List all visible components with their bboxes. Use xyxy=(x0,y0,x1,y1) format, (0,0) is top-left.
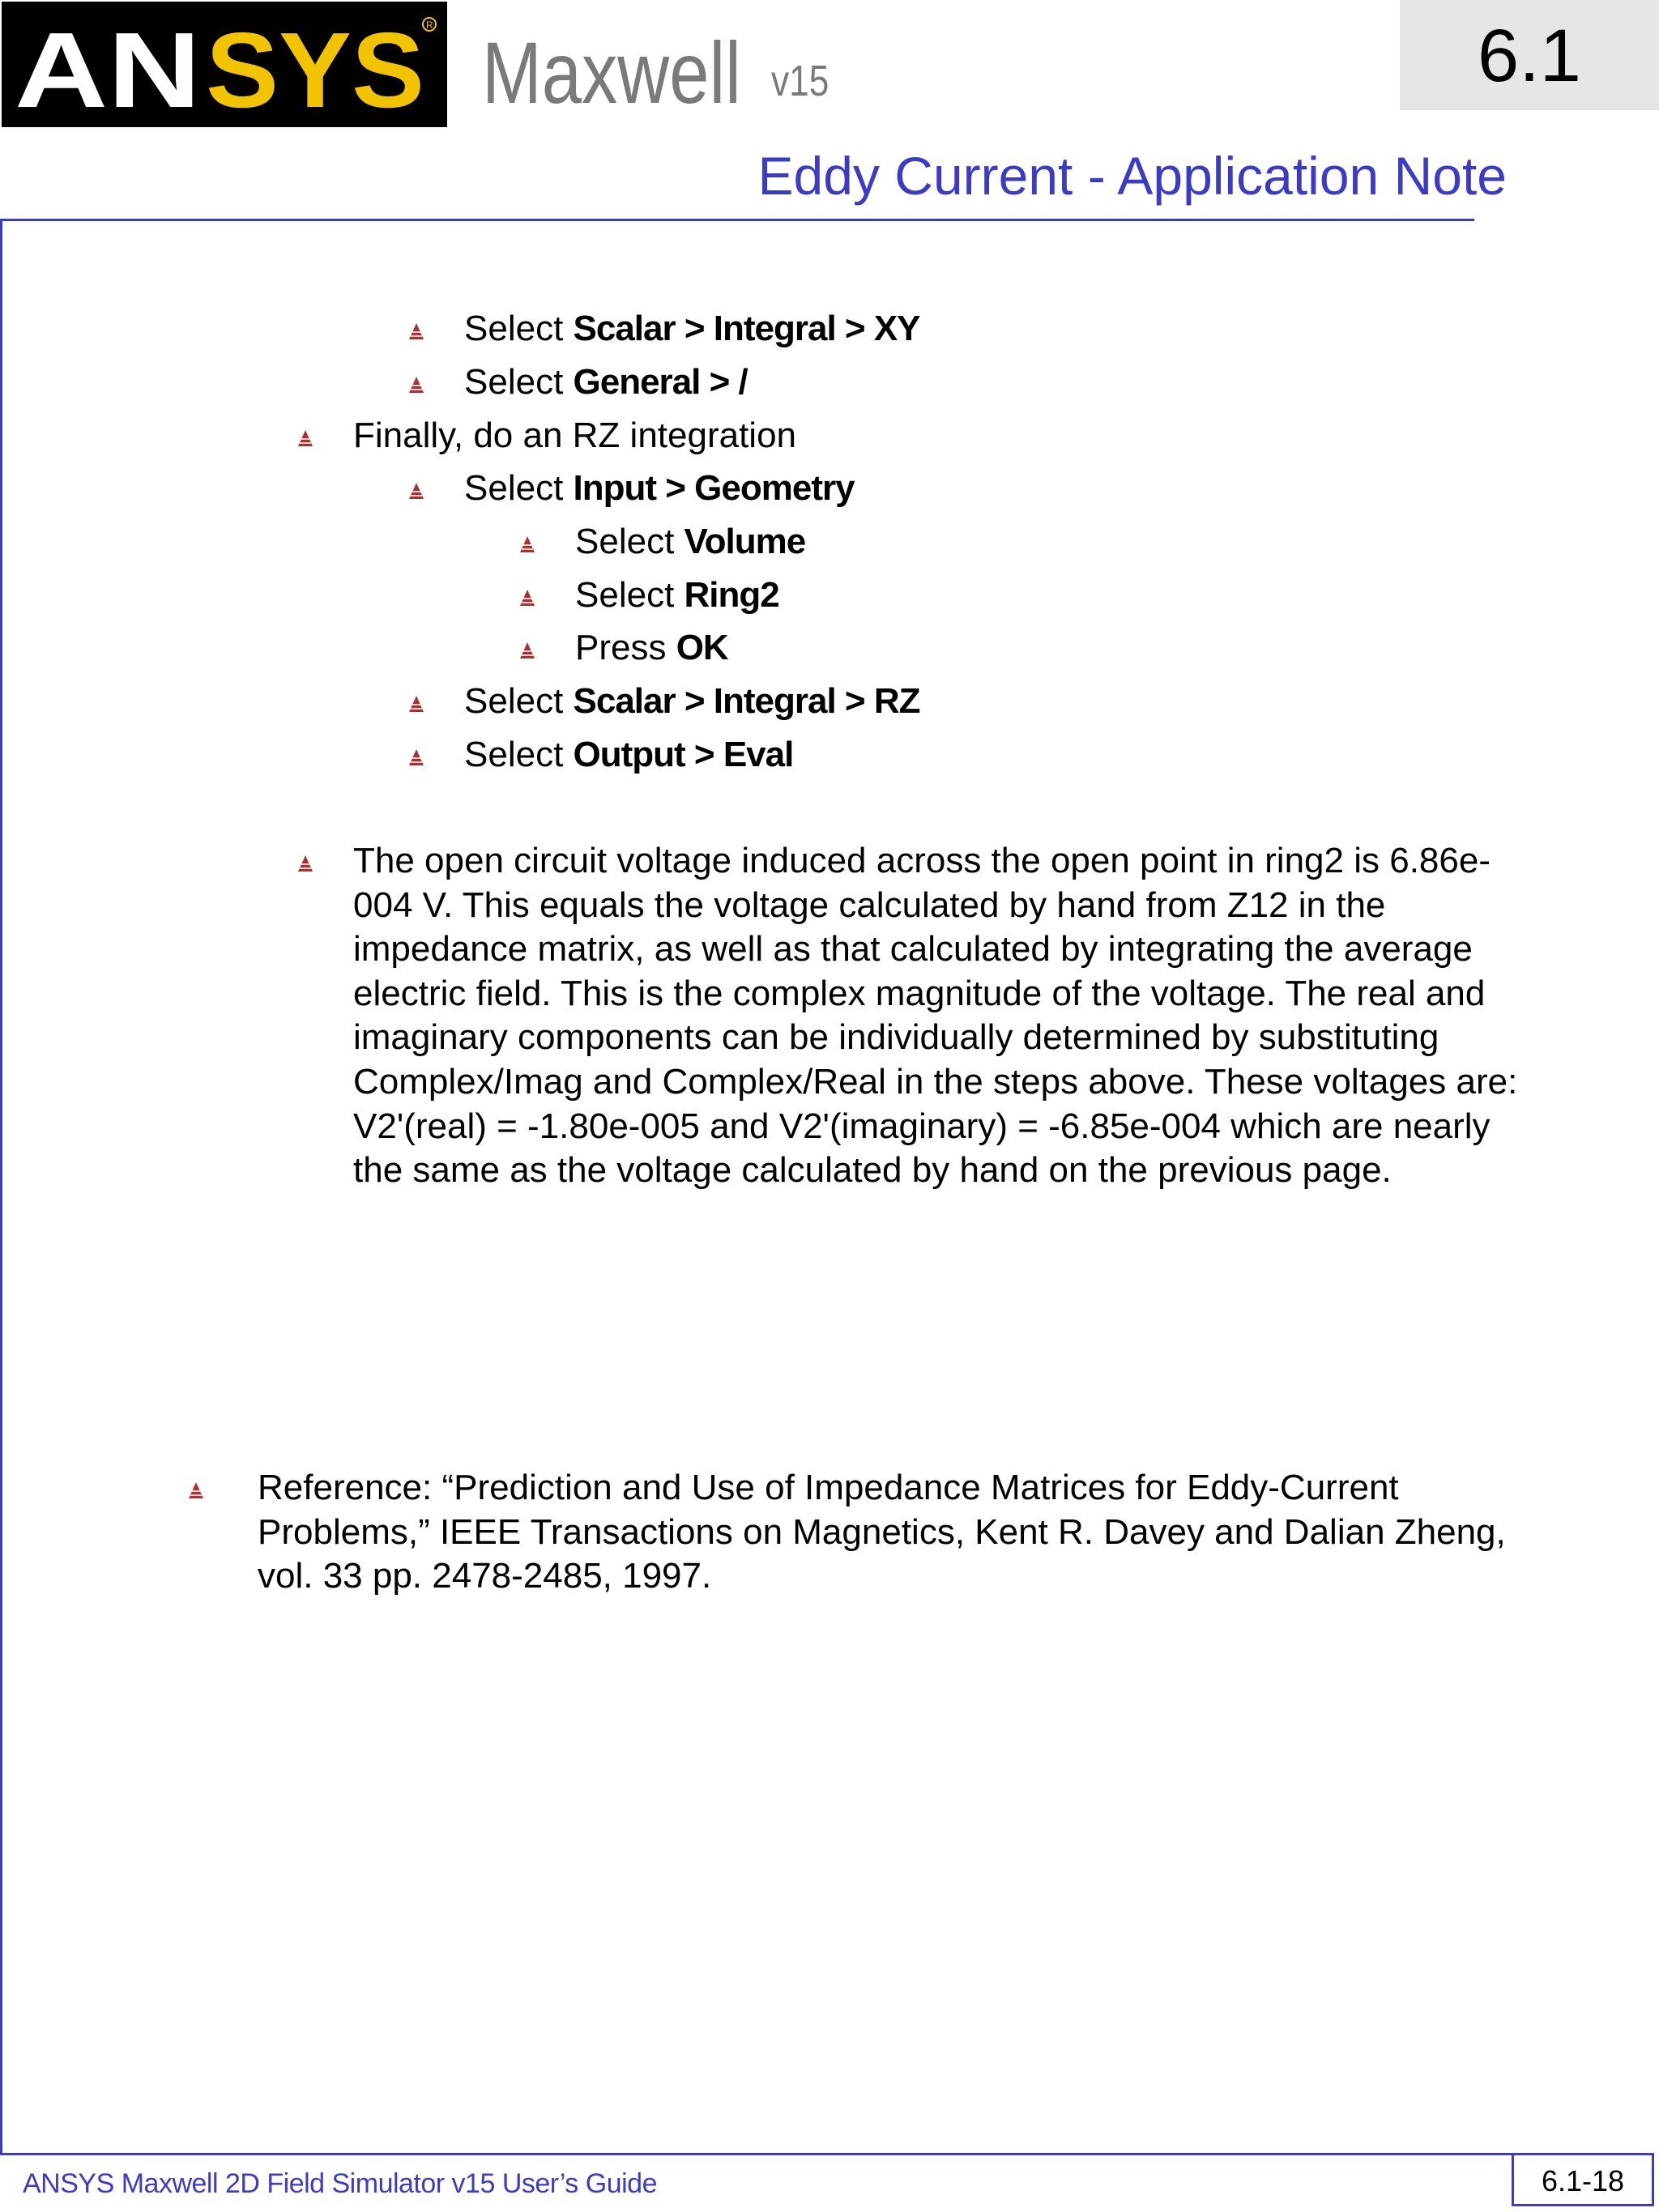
bullet-icon xyxy=(409,696,424,712)
step-text: Select xyxy=(575,522,684,561)
bullet-icon xyxy=(409,323,424,339)
footer-divider xyxy=(0,2153,1513,2155)
page-number-box xyxy=(1512,2153,1654,2206)
page-title: Eddy Current - Application Note xyxy=(757,146,1507,206)
result-paragraph xyxy=(353,839,1517,1193)
list-item xyxy=(464,360,748,405)
paragraph-line: imaginary components can be individually determined by substituting xyxy=(353,1017,1439,1058)
paragraph-line: V2'(real) = -1.80e-005 and V2'(imaginary) = -6.85e-004 which are nearly xyxy=(353,1106,1491,1146)
reference-paragraph xyxy=(258,1466,1506,1599)
menu-path: Ring2 xyxy=(684,575,779,615)
bullet-icon xyxy=(298,430,313,446)
menu-path: Volume xyxy=(684,522,806,561)
page-number: 6.1-18 xyxy=(1541,2164,1625,2197)
paragraph-line: electric field. This is the complex magnitude of the voltage. The real and xyxy=(353,973,1486,1013)
step-text: Select xyxy=(464,309,574,348)
menu-path: Scalar > Integral > XY xyxy=(573,309,920,348)
menu-path: Output > Eval xyxy=(573,735,794,774)
svg-text:R: R xyxy=(426,19,433,31)
bullet-icon xyxy=(409,377,424,393)
section-number: 6.1 xyxy=(1478,15,1581,97)
step-text: Select xyxy=(464,468,574,508)
footer-guide-title: ANSYS Maxwell 2D Field Simulator v15 User’s Guide xyxy=(23,2168,657,2199)
list-item xyxy=(575,573,779,618)
bullet-icon xyxy=(298,855,313,872)
list-item xyxy=(464,679,919,724)
paragraph-line: Reference: “Prediction and Use of Impedance Matrices for Eddy-Current xyxy=(258,1468,1399,1507)
step-text: Select xyxy=(464,735,574,774)
list-item xyxy=(464,732,793,778)
svg-text:SYS: SYS xyxy=(206,11,424,127)
bullet-icon xyxy=(520,536,535,552)
menu-path: Input > Geometry xyxy=(573,468,855,508)
step-text: Select xyxy=(464,681,574,721)
step-text: Finally, do an RZ integration xyxy=(353,416,797,455)
paragraph-line: 004 V. This equals the voltage calculated by hand from Z12 in the xyxy=(353,884,1386,925)
paragraph-line: vol. 33 pp. 2478-2485, 1997. xyxy=(258,1556,712,1596)
list-item xyxy=(575,519,805,565)
bullet-icon xyxy=(520,642,535,658)
paragraph-line: The open circuit voltage induced across the open point in ring2 is 6.86e- xyxy=(353,841,1491,880)
list-item xyxy=(575,625,728,671)
product-version: v15 xyxy=(771,57,830,105)
step-text: Select xyxy=(575,575,684,615)
paragraph-line: impedance matrix, as well as that calculated by integrating the average xyxy=(353,929,1473,970)
bullet-icon xyxy=(520,590,535,606)
bullet-icon xyxy=(409,483,424,499)
svg-text:AN: AN xyxy=(15,11,201,127)
step-text: Select xyxy=(464,362,574,402)
bullet-icon xyxy=(409,749,424,765)
list-item xyxy=(464,306,920,352)
product-name: Maxwell xyxy=(482,23,741,121)
menu-path: General > / xyxy=(573,362,748,402)
step-text: Press xyxy=(575,628,676,667)
paragraph-line: the same as the voltage calculated by hand on the previous page. xyxy=(353,1150,1392,1191)
paragraph-line: Problems,” IEEE Transactions on Magnetics, Kent R. Davey and Dalian Zheng, xyxy=(258,1511,1506,1552)
list-item xyxy=(353,413,796,458)
list-item xyxy=(464,466,855,511)
menu-path: OK xyxy=(676,628,728,667)
menu-path: Scalar > Integral > RZ xyxy=(573,681,920,721)
bullet-icon xyxy=(189,1482,203,1498)
paragraph-line: Complex/Imag and Complex/Real in the steps above. These voltages are: xyxy=(353,1061,1518,1102)
